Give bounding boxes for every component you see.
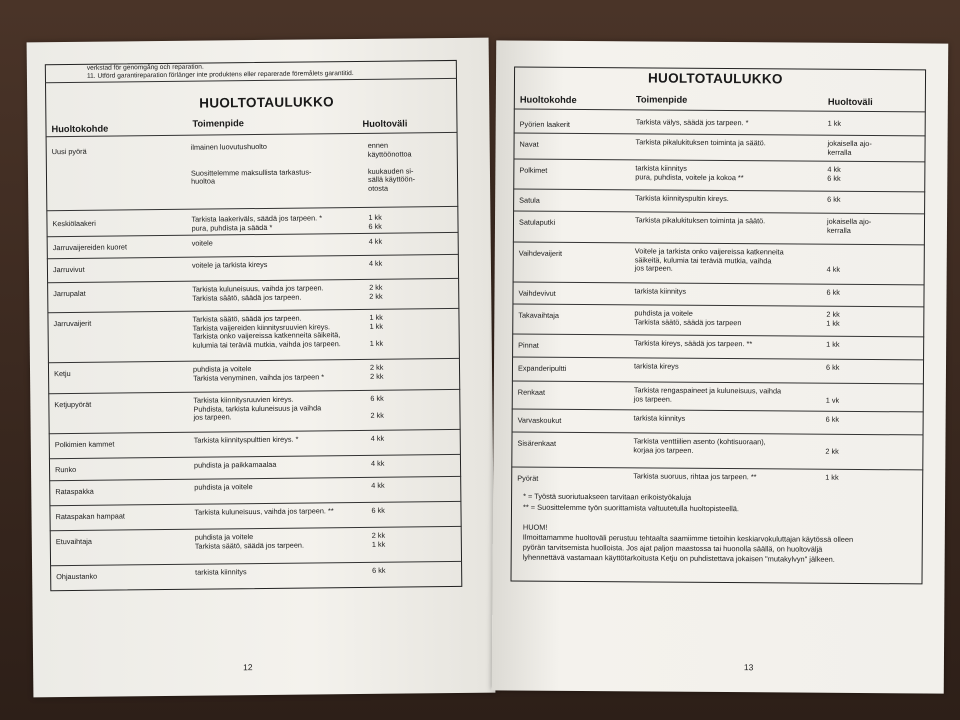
row-interval: 6 kk (825, 414, 840, 424)
row-action: Tarkista säätö, säädä jos tarpeen. (194, 540, 305, 551)
row-interval: 1 kk (369, 312, 383, 322)
row-action: Tarkista kiinnitysruuvien kireys. (193, 394, 294, 405)
row-item-label: Rataspakka (55, 486, 94, 497)
header-huoltovali: Huoltoväli (362, 118, 408, 129)
row-interval: 6 kk (827, 194, 841, 204)
row-interval: 4 kk (368, 258, 383, 268)
row-interval: 4 kk (371, 480, 385, 490)
header-toimenpide: Toimenpide (192, 118, 244, 129)
header-huoltokohde: Huoltokohde (51, 123, 109, 135)
row-interval: 4 kk (826, 264, 841, 275)
row-interval: 1 vk (825, 395, 840, 405)
row-action: pura, puhdista, voitele ja kokoa ** (635, 171, 744, 182)
row-interval: 1 kk (827, 118, 842, 128)
page-number: 13 (743, 662, 754, 673)
row-action: ilmainen luovutushuolto (190, 141, 267, 152)
note-line-1: Ilmoittamamme huoltoväli perustuu tehtaalta saamiimme tietoihin keskiarvokuluttajan käytössä olleen (522, 532, 854, 544)
row-interval: 2 kk (370, 410, 384, 421)
row-item-label: Polkimet (519, 165, 548, 175)
row-action: pura, puhdista ja säädä * (191, 222, 273, 233)
row-interval: 2 kk (371, 530, 386, 540)
row-action: Tarkista kuluneisuus, vaihda jos tarpeen. (192, 283, 324, 294)
row-interval: 2 kk (369, 362, 384, 372)
note-title: HUOM! (522, 522, 548, 532)
row-interval: 6 kk (372, 565, 386, 575)
row-action: Voitele ja tarkista onko vaijereissa katkenneita (634, 246, 784, 257)
row-item-label: Ohjaustanko (56, 571, 98, 582)
row-action: Tarkista säätö, säädä jos tarpeen. (192, 292, 302, 303)
row-interval: käyttöönottoa (367, 149, 412, 159)
row-interval: 1 kk (826, 339, 840, 349)
row-action: Tarkista onko vaijereissa katkenneita säikeitä, (192, 330, 341, 341)
row-item-label: Satula (519, 195, 540, 205)
row-action: puhdista ja paikkamaalaa (193, 459, 277, 470)
row-action: Tarkista venyminen, vaihda jos tarpeen * (193, 371, 325, 383)
row-item-label: Runko (55, 464, 77, 475)
row-action: Tarkista rengaspaineet ja kuluneisuus, vaihda (633, 385, 782, 396)
row-action: voitele ja tarkista kireys (191, 259, 268, 270)
row-item-label: Renkaat (517, 387, 546, 397)
header-toimenpide: Toimenpide (635, 94, 688, 105)
page-number: 12 (243, 662, 253, 673)
row-interval: 4 kk (370, 458, 385, 468)
row-action: tarkista kireys (633, 361, 679, 371)
row-item-label: Jarruvaijereiden kuoret (52, 242, 128, 253)
intro-line-2: 11. Utförd garantireparation förlänger inte produktens eller reparerade föremålets garantitid. (86, 70, 354, 80)
row-interval: 1 kk (371, 539, 386, 549)
row-action: Puhdista, tarkista kuluneisuus ja vaihda (193, 402, 322, 414)
row-interval: 6 kk (826, 287, 840, 297)
row-interval: 2 kk (825, 446, 839, 456)
row-action: puhdista ja voitele (194, 482, 253, 492)
row-action: Tarkista kireys, säädä jos tarpeen. ** (634, 338, 753, 349)
header-huoltokohde: Huoltokohde (519, 94, 577, 105)
row-action: kulumia tai teräviä mutkia, vaihda jos tarpeen. (192, 338, 341, 350)
booklet-page-right (492, 40, 949, 693)
row-item-label: Varvaskoukut (517, 415, 562, 425)
row-interval: sällä käyttöön- (367, 174, 416, 185)
row-interval: jokaisella ajo- (827, 138, 872, 149)
row-action: Tarkista säätö, säädä jos tarpeen. (192, 313, 302, 324)
row-action: Tarkista pikalukituksen toiminta ja säätö. (635, 137, 766, 148)
row-action: Suosittelemme maksullista tarkastus- (190, 167, 312, 178)
row-item-label: Jarrupalat (53, 288, 86, 299)
row-item-label: Sisärenkaat (517, 438, 557, 448)
row-item-label: Satulaputki (518, 217, 556, 227)
row-action: Tarkista venttiilien asento (kohtisuoraan), (633, 436, 766, 447)
row-item-label: Etuvaihtaja (55, 536, 92, 547)
row-interval: 1 kk (369, 321, 384, 331)
row-interval: 6 kk (370, 393, 384, 403)
row-action: tarkista kiinnitys (195, 567, 247, 577)
row-interval: 1 kk (369, 338, 384, 348)
row-interval: 4 kk (827, 164, 841, 174)
row-interval: jokaisella ajo- (826, 216, 872, 227)
row-action: puhdista ja voitele (194, 532, 254, 542)
row-item-label: Jarruvivut (52, 264, 85, 275)
row-interval: ennen (367, 140, 389, 150)
row-action: säikeitä, kulumia tai teräviä mutkia, vaihda (634, 254, 772, 265)
row-action: Tarkista suoruus, rihtaa jos tarpeen. ** (633, 471, 757, 482)
row-action: Tarkista pikalukituksen toiminta ja säätö. (634, 215, 766, 226)
row-item-label: Pyörien laakerit (519, 119, 571, 129)
row-action: tarkista kiinnitys (633, 413, 686, 423)
row-interval: 1 kk (368, 212, 382, 222)
row-action: voitele (191, 238, 213, 248)
row-interval: 6 kk (825, 362, 840, 372)
row-action: korjaa jos tarpeen. (633, 444, 694, 455)
row-interval: 2 kk (826, 309, 840, 319)
row-interval: 6 kk (827, 173, 841, 183)
row-item-label: Vaihdevivut (518, 288, 556, 298)
row-action: Tarkista laakeriväls, säädä jos tarpeen. * (191, 213, 323, 224)
row-item-label: Vaihdevaijerit (518, 248, 563, 258)
row-item-label: Polkimien kammet (54, 439, 115, 450)
row-item-label: Uusi pyörä (51, 146, 87, 157)
row-interval: kuukauden si- (367, 166, 414, 176)
row-interval: kerralla (827, 147, 852, 157)
row-action: Tarkista kiinnityspultin kireys. (635, 193, 729, 204)
row-action: tarkista kiinnitys (634, 286, 687, 296)
row-action: puhdista ja voitele (634, 308, 693, 318)
row-action: jos tarpeen. (634, 263, 673, 273)
row-action: huoltoa (191, 176, 216, 187)
row-item-label: Takavaihtaja (518, 310, 559, 320)
row-action: Tarkista kiinnityspulttien kireys. * (193, 434, 299, 445)
row-interval: 4 kk (370, 433, 385, 443)
note-line-2: pyörän tarvitsemista huolloista. Jos ajat paljon maastossa tai huonolla säällä, on huoltoväljä (522, 542, 823, 554)
row-item-label: Ketju (54, 368, 71, 379)
row-interval: 6 kk (368, 221, 382, 231)
row-interval: 6 kk (371, 505, 385, 515)
row-action: jos tarpeen. (193, 412, 232, 422)
row-interval: 4 kk (368, 236, 383, 246)
row-action: Tarkista kuluneisuus, vaihda jos tarpeen. ** (194, 506, 334, 517)
header-huoltovali: Huoltoväli (827, 96, 873, 108)
row-action: Tarkista välys, säädä jos tarpeen. * (635, 117, 749, 128)
row-interval: 2 kk (369, 291, 383, 301)
row-item-label: Pinnat (518, 340, 539, 350)
row-item-label: Expanderipultti (517, 363, 567, 373)
row-item-label: Ketjupyörät (54, 399, 92, 410)
row-interval: 2 kk (369, 282, 383, 292)
row-interval: kerralla (826, 225, 851, 235)
row-item-label: Keskiölaakeri (52, 218, 96, 229)
row-action: Tarkista vaijereiden kiinnitysruuvien kireys. (192, 321, 331, 333)
row-interval: 1 kk (826, 318, 840, 328)
row-action: puhdista ja voitele (192, 364, 252, 374)
row-action: Tarkista säätö, säädä jos tarpeen (634, 316, 742, 327)
legend-one-star: * = Työstä suoriutuakseen tarvitaan erikoistyökaluja (523, 491, 692, 502)
intro-line-1: verkstad för genomgång och reparation. (86, 63, 204, 72)
row-item-label: Rataspakan hampaat (55, 511, 125, 522)
row-action: jos tarpeen. (633, 393, 672, 404)
row-interval: 2 kk (370, 371, 384, 381)
booklet-page-left (27, 38, 496, 698)
row-interval: 1 kk (825, 472, 839, 482)
table-title: HUOLTOTAULUKKO (647, 70, 783, 87)
row-item-label: Pyörät (517, 473, 539, 483)
legend-two-stars: ** = Suosittelemme työn suorittamista valtuutetulla huoltopisteellä. (522, 502, 739, 514)
row-item-label: Navat (519, 139, 539, 149)
row-item-label: Jarruvaijerit (53, 318, 92, 329)
note-line-3: lyhennettävä vastamaan käyttötarkoitusta Ketju on puhdistettava jokaisen "mutakylvyn" jälkeen. (522, 552, 835, 564)
table-title: HUOLTOTAULUKKO (199, 94, 334, 111)
row-action: tarkista kiinnitys (635, 163, 687, 173)
row-interval: otosta (368, 183, 389, 193)
